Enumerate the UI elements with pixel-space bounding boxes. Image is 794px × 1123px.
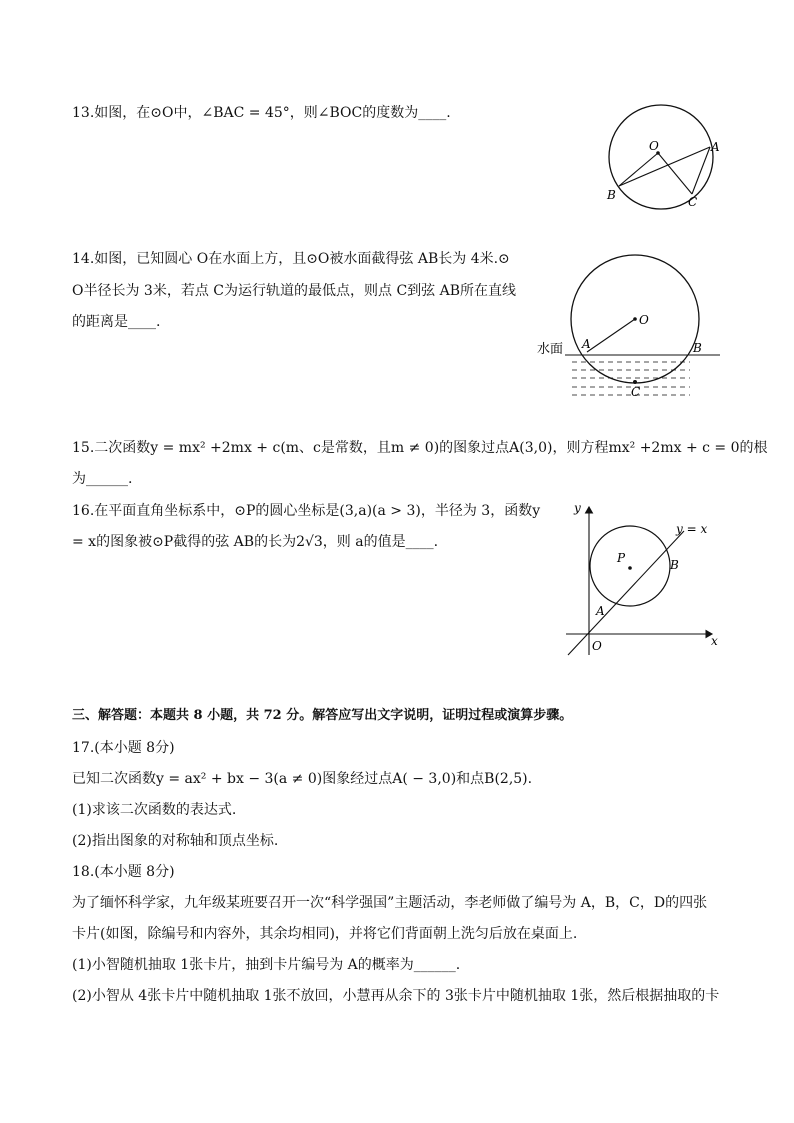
q17-stem: 已知二次函数y = ax² + bx − 3(a ≠ 0)图象经过点A( − 3,0)和点B(2,5).	[72, 771, 533, 787]
q16-line2: = x的图象被⊙P截得的弦 AB的长为2√3，则 a的值是____.	[72, 534, 439, 550]
q16-line1: 16.在平面直角坐标系中，⊙P的圆心坐标是(3,a)(a > 3)，半径为 3，函数y	[72, 503, 541, 519]
label-o: O	[639, 313, 649, 327]
label-b: B	[693, 341, 702, 355]
q18-part1: (1)小智随机抽取 1张卡片，抽到卡片编号为 A的概率为______.	[72, 957, 461, 973]
label-a: A	[596, 604, 605, 618]
figure-16-coordinate-plane	[560, 495, 730, 660]
q14-line3: 的距离是____.	[72, 314, 161, 330]
q17-part2: (2)指出图象的对称轴和顶点坐标.	[72, 833, 279, 849]
label-a: A	[582, 337, 591, 351]
q14-line1: 14.如图，已知圆心 O在水面上方，且⊙O被水面截得弦 AB长为 4米.⊙	[72, 251, 510, 267]
point-c	[633, 380, 637, 384]
label-origin: O	[592, 639, 602, 653]
radius-oc	[658, 153, 692, 194]
label-y-axis: y	[574, 501, 581, 515]
q18-stem2: 卡片(如图，除编号和内容外，其余均相同)，并将它们背面朝上洗匀后放在桌面上.	[72, 926, 578, 942]
label-x-axis: x	[711, 634, 718, 648]
q17-part1: (1)求该二次函数的表达式.	[72, 802, 237, 818]
q13-text: 13.如图，在⊙O中，∠BAC = 45°，则∠BOC的度数为____.	[72, 105, 451, 121]
radius-ob	[619, 153, 658, 186]
q14-line2: O半径长为 3米，若点 C为运行轨道的最低点，则点 C到弦 AB所在直线	[72, 283, 517, 299]
figure-14-water-wheel	[535, 248, 725, 403]
label-b: B	[670, 558, 679, 572]
q18-stem1: 为了缅怀科学家，九年级某班要召开一次“科学强国”主题活动，李老师做了编号为 A，B，C，D的四张	[72, 895, 708, 911]
radius-oa	[587, 319, 635, 352]
circle-p	[590, 526, 670, 606]
center-p-dot	[628, 566, 632, 570]
label-c: C	[688, 195, 698, 209]
label-p: P	[617, 551, 626, 565]
label-a: A	[711, 140, 720, 154]
label-o: O	[649, 139, 659, 153]
chord-ba	[619, 147, 710, 186]
figure-13-circle	[595, 98, 735, 218]
section-heading: 三、解答题：本题共 8 小题，共 72 分。解答应写出文字说明，证明过程或演算步骤。	[72, 708, 573, 723]
q18-part2: (2)小智从 4张卡片中随机抽取 1张不放回，小慧再从余下的 3张卡片中随机抽取 1张，然后根据抽取的卡	[72, 988, 720, 1004]
q15-line1: 15.二次函数y = mx² +2mx + c(m、c是常数，且m ≠ 0)的图象过点A(3,0)，则方程mx² +2mx + c = 0的根	[72, 440, 768, 456]
label-c: C	[631, 385, 641, 399]
label-water: 水面	[537, 342, 564, 357]
q18-title: 18.(本小题 8分)	[72, 864, 175, 880]
label-b: B	[607, 188, 616, 202]
center-dot	[633, 317, 637, 321]
q15-line2: 为______.	[72, 471, 133, 487]
q17-title: 17.(本小题 8分)	[72, 740, 175, 756]
label-line: y = x	[676, 522, 708, 536]
